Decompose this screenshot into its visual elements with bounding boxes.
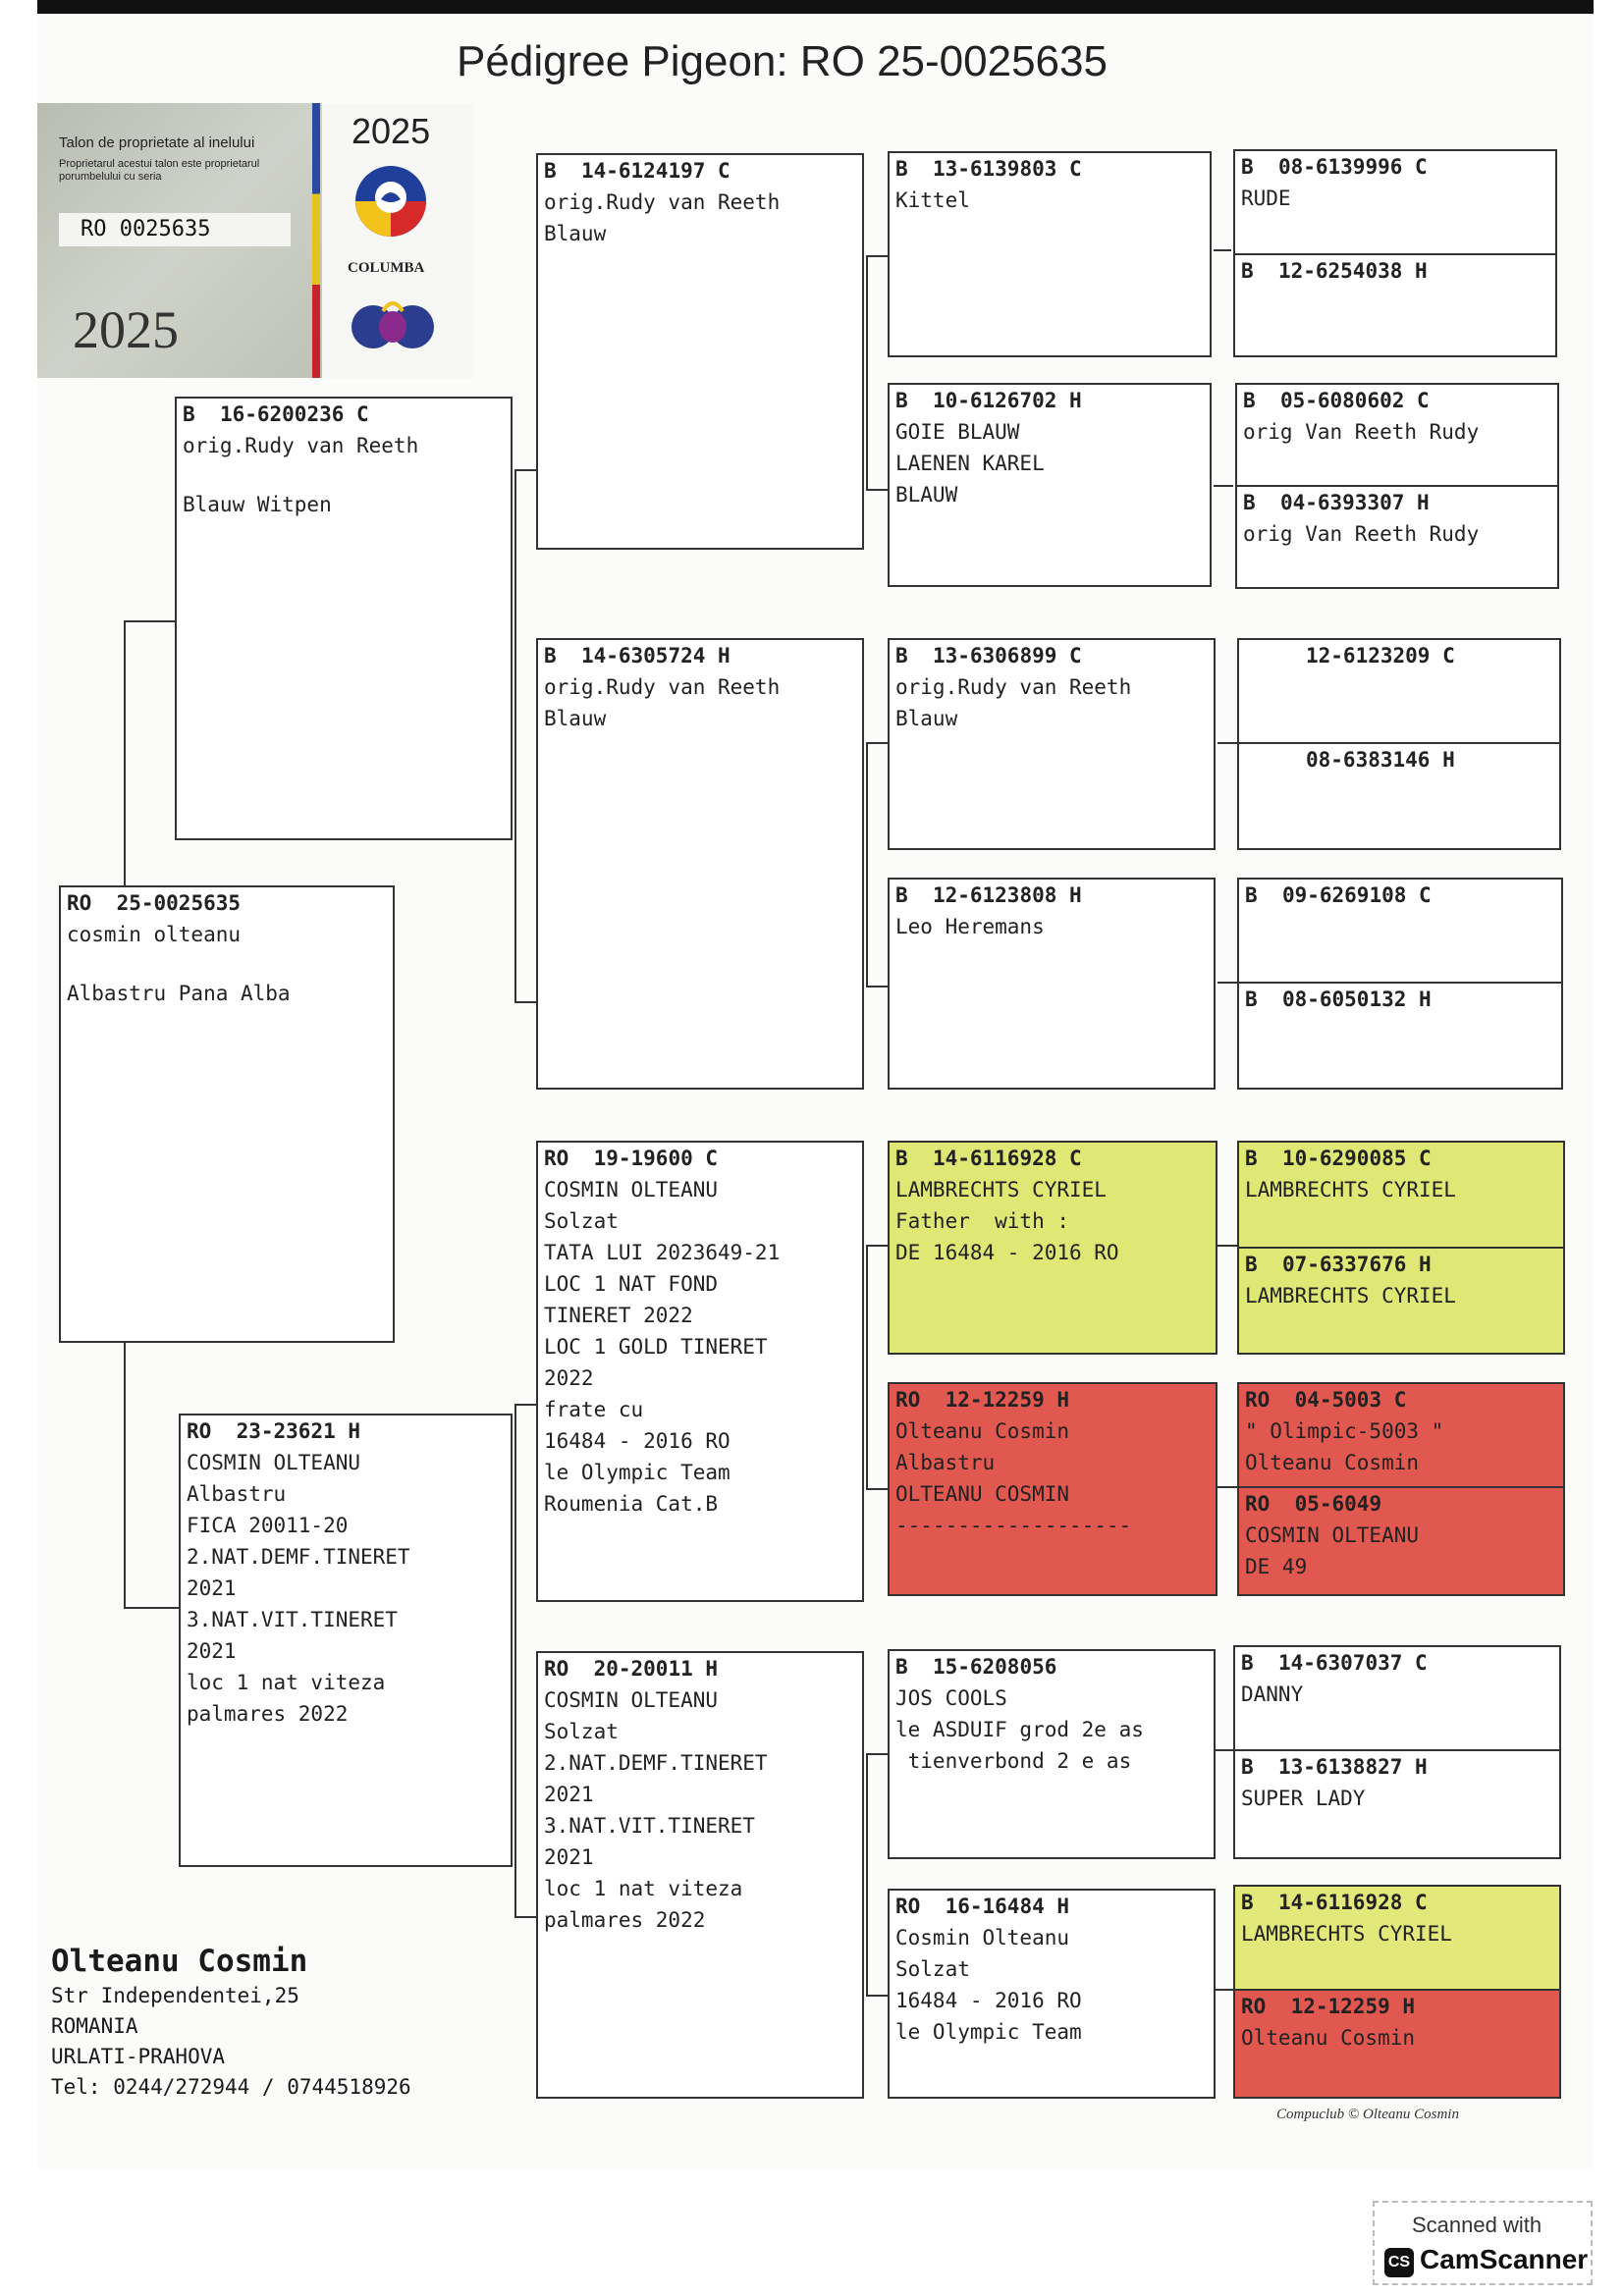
page-title: Pédigree Pigeon: RO 25-0025635 [457,37,1108,85]
pigeon-note: GOIE BLAUW [895,420,1020,444]
ancestor-pair-box [1237,638,1561,850]
ancestor-pair-box [1233,1885,1561,2099]
pigeon-note: FICA 20011-20 [187,1514,349,1537]
pigeon-note: Kittel [895,188,970,212]
pigeon-ring [1235,1647,1559,1679]
ring-number: 16-6200236 C [219,402,369,426]
pigeon-note: DANNY [1241,1682,1304,1706]
pigeon-note: TATA LUI 2023649-21 [544,1241,781,1264]
ring-number: 12-6123209 C [1306,644,1455,667]
pigeon-note: Albastru [895,1451,996,1474]
pigeon-note: ------------------- [895,1514,1132,1537]
pigeon-note: LAENEN KAREL [895,452,1045,475]
grandparent-box [536,1141,864,1602]
great-grandparent-box [888,1889,1216,2099]
pigeon-color: Albastru Pana Alba [67,982,291,1005]
pigeon-note: le ASDUIF grod 2e as [895,1718,1144,1741]
pigeon-note: COSMIN OLTEANU [1245,1523,1420,1547]
pigeon-note: 2.NAT.DEMF.TINERET [187,1545,410,1569]
breeder-address [51,1942,411,2103]
ring-number: 10-6126702 H [932,389,1082,412]
pigeon-ring [1239,984,1561,1015]
camscanner-logo-icon: CS [1384,2248,1414,2277]
pigeon-note: loc 1 nat viteza [544,1877,743,1900]
pigeon-ring [1239,744,1559,775]
ancestor-pair-box [1235,383,1559,589]
ring-number: 10-6290085 C [1281,1147,1432,1170]
ring-country: B [1243,491,1256,514]
pigeon-ring [890,880,1214,911]
ring-number: 13-6139803 C [932,157,1082,181]
pigeon-ring [1235,255,1555,287]
ring-country: RO [1245,1492,1271,1516]
breeder-phone: Tel: 0244/272944 / 0744518926 [51,2075,411,2099]
pigeon-note: DE 16484 - 2016 RO [895,1241,1119,1264]
ring-number: 23-23621 H [236,1419,361,1443]
ring-country: B [1241,1891,1254,1914]
ring-country: B [1245,988,1258,1011]
pigeon-note: Solzat [544,1720,619,1743]
pigeon-note: Roumenia Cat.B [544,1492,719,1516]
pigeon-note: Blauw [895,707,958,730]
ring-number: 14-6307037 C [1277,1651,1428,1675]
pigeon-ring [181,1415,511,1447]
pigeon-note: " Olimpic-5003 " [1245,1419,1444,1443]
pigeon-ring [1237,385,1557,416]
pigeon-note: 2021 [187,1576,237,1600]
pigeon-note: Olteanu Cosmin [1241,2026,1416,2050]
ring-number: 13-6138827 H [1277,1755,1428,1779]
ring-number: 08-6383146 H [1306,748,1455,772]
pigeon-note: 3.NAT.VIT.TINERET [544,1814,755,1838]
pigeon-note: frate cu [544,1398,644,1421]
pigeon-note: orig.Rudy van Reeth [544,190,781,214]
ancestor-pair-box [1237,1141,1565,1355]
connector-dam-parents [514,1404,538,1918]
ring-country: RO [1241,1995,1267,2018]
pigeon-note: loc 1 nat viteza [187,1671,386,1694]
ring-country: B [895,883,908,907]
pigeon-ring [1239,1143,1563,1174]
pigeon-note: SUPER LADY [1241,1787,1366,1810]
ring-number: 14-6116928 C [932,1147,1082,1170]
ring-country: B [1241,1651,1254,1675]
pigeon-note: 2021 [187,1639,237,1663]
scanned-with-label: Scanned with [1412,2213,1542,2237]
ring-country: RO [895,1895,921,1918]
pigeon-note: orig.Rudy van Reeth [895,675,1132,699]
pigeon-note: RUDE [1241,187,1291,210]
connector-tick [1217,1245,1237,1247]
pigeon-note: 2.NAT.DEMF.TINERET [544,1751,768,1775]
connector-tick [866,742,888,988]
pigeon-note: COSMIN OLTEANU [544,1178,719,1201]
ancestor-pair-box [1233,1645,1561,1859]
pigeon-note: Leo Heremans [895,915,1045,938]
ring-number: 20-20011 H [593,1657,719,1681]
pigeon-ring [1237,487,1557,518]
pigeon-note: 2021 [544,1783,594,1806]
pigeon-note: Blauw [544,707,607,730]
pigeon-note: Cosmin Olteanu [895,1926,1070,1949]
ring-country: B [183,402,195,426]
ring-country: B [544,644,557,667]
pigeon-note: Solzat [895,1957,970,1981]
connector-sire [124,620,177,889]
pigeon-note: palmares 2022 [544,1908,706,1932]
pigeon-ring [890,640,1214,671]
great-grandparent-box [888,1649,1216,1859]
pigeon-ring [890,1384,1216,1415]
great-grandparent-box [888,1382,1217,1596]
great-grandparent-box [888,638,1216,850]
connector-tick [1214,249,1231,251]
grandparent-box [536,153,864,550]
romanian-flag-stripe [312,103,320,378]
pigeon-note: LAMBRECHTS CYRIEL [1245,1284,1456,1308]
pigeon-ring [1235,1751,1559,1783]
ring-country: B [1241,1755,1254,1779]
ring-number: 05-6049 [1294,1492,1382,1516]
ring-number: 25-0025635 [116,891,242,915]
pigeon-ring [890,1651,1214,1682]
connector-sire-parents [514,469,538,1003]
pigeon-ring [1235,1887,1559,1918]
connector-dam [124,1342,181,1609]
pigeon-owner: cosmin olteanu [67,923,242,946]
sire-box [175,397,513,840]
great-grandparent-box [888,383,1212,587]
ring-country: RO [1245,1388,1271,1412]
camscanner-label: CamScanner [1420,2244,1589,2274]
pigeon-note: le Olympic Team [895,2020,1082,2044]
pigeon-note: Solzat [544,1209,619,1233]
pigeon-note: tienverbond 2 e as [895,1749,1132,1773]
ring-country: B [895,1655,908,1679]
pigeon-ring [538,1653,862,1684]
ring-country: B [544,159,557,183]
pigeon-ring [890,385,1210,416]
pigeon-note: COSMIN OLTEANU [544,1688,719,1712]
pigeon-ring [1235,151,1555,183]
pigeon-note: TINERET 2022 [544,1304,693,1327]
connector-tick [1214,485,1233,487]
pigeon-ring [1239,640,1559,671]
ring-number: 08-6139996 C [1277,155,1428,179]
pigeon-note: LOC 1 NAT FOND [544,1272,719,1296]
connector-tick [1217,982,1237,984]
pigeon-note: Olteanu Cosmin [1245,1451,1420,1474]
pigeon-ring [1239,880,1561,911]
ring-number: 04-6393307 H [1279,491,1430,514]
ancestor-pair-box [1233,149,1557,357]
federation-logo-icon [350,292,436,356]
ring-number: 04-5003 C [1294,1388,1407,1412]
pigeon-note: orig Van Reeth Rudy [1243,420,1480,444]
pigeon-note: Albastru [187,1482,287,1506]
pigeon-note: 16484 - 2016 RO [544,1429,730,1453]
ring-country: B [895,157,908,181]
ring-country: B [895,1147,908,1170]
pigeon-note: 16484 - 2016 RO [895,1989,1082,2012]
pigeon-note: 2021 [544,1845,594,1869]
ring-country: B [1245,1147,1258,1170]
dam-box [179,1414,513,1867]
pigeon-ring [1235,1991,1559,2022]
pigeon-ring [538,640,862,671]
ring-country: B [1245,1253,1258,1276]
pigeon-note: le Olympic Team [544,1461,730,1484]
connector-tick [1217,1486,1237,1488]
ring-country: RO [544,1657,569,1681]
ticket-heading: Talon de proprietate al inelului [59,134,255,151]
ancestor-pair-box [1237,1382,1565,1596]
ticket-year-watermark: 2025 [73,300,179,359]
pigeon-note: orig Van Reeth Rudy [1243,522,1480,546]
ring-country: B [895,389,908,412]
ring-country: RO [544,1147,569,1170]
great-grandparent-box [888,151,1212,357]
ring-number: 14-6116928 C [1277,1891,1428,1914]
ring-number: 14-6305724 H [580,644,730,667]
connector-tick [866,1753,888,1997]
pigeon-note: BLAUW [895,483,958,507]
ring-country: B [1243,389,1256,412]
pigeon-note: palmares 2022 [187,1702,349,1726]
great-grandparent-box [888,878,1216,1090]
ticket-year: 2025 [352,111,431,151]
scan-top-edge [37,0,1594,14]
ring-number: 09-6269108 C [1281,883,1432,907]
pigeon-note: JOS COOLS [895,1686,1007,1710]
ring-number: 19-19600 C [593,1147,719,1170]
pigeon-ring [538,1143,862,1174]
pigeon-note: 2022 [544,1366,594,1390]
ring-number: 12-6123808 H [932,883,1082,907]
pigeon-note: Father with : [895,1209,1070,1233]
pigeon-ring [890,153,1210,185]
ring-country: RO [895,1388,921,1412]
breeder-name: Olteanu Cosmin [51,1944,308,1979]
ticket-ring-number: RO 0025635 [59,213,291,246]
ticket-subtext: Proprietarul acestui talon este proprietarul porumbelului cu seria [59,158,260,183]
subject-pigeon-box [59,885,395,1343]
connector-tick [866,1245,888,1490]
ring-country: B [1241,259,1254,283]
ring-number: 14-6124197 C [580,159,730,183]
grandparent-box [536,1651,864,2099]
breeder-city: URLATI-PRAHOVA [51,2045,226,2068]
pigeon-note: LAMBRECHTS CYRIEL [1245,1178,1456,1201]
pigeon-ring [890,1891,1214,1922]
ring-number: 16-16484 H [945,1895,1070,1918]
pigeon-ring [890,1143,1216,1174]
pigeon-note: Blauw [544,222,607,245]
pigeon-ring [177,399,511,430]
ring-number: 05-6080602 C [1279,389,1430,412]
ring-number: 12-12259 H [1290,1995,1416,2018]
pigeon-note: COSMIN OLTEANU [187,1451,361,1474]
pigeon-note: orig.Rudy van Reeth [544,675,781,699]
great-grandparent-box [888,1141,1217,1355]
pigeon-note: LAMBRECHTS CYRIEL [895,1178,1107,1201]
grandparent-box [536,638,864,1090]
ring-country: B [895,644,908,667]
ring-country: RO [187,1419,212,1443]
ring-number: 13-6306899 C [932,644,1082,667]
ring-number: 12-12259 H [945,1388,1070,1412]
pigeon-note: LOC 1 GOLD TINERET [544,1335,768,1359]
software-credit: Compuclub © Olteanu Cosmin [1276,2107,1459,2122]
ring-country: RO [67,891,92,915]
pigeon-note: OLTEANU COSMIN [895,1482,1070,1506]
ring-number: 12-6254038 H [1277,259,1428,283]
pigeon-note: DE 49 [1245,1555,1308,1578]
connector-tick [1216,1749,1233,1751]
pigeon-color: Blauw Witpen [183,493,332,516]
pigeon-ring [1239,1488,1563,1520]
pigeon-ring [61,887,393,919]
pigeon-origin: orig.Rudy van Reeth [183,434,419,457]
connector-tick [1217,742,1237,744]
ring-country: B [1245,883,1258,907]
ring-number: 08-6050132 H [1281,988,1432,1011]
pigeon-note: LAMBRECHTS CYRIEL [1241,1922,1452,1946]
camscanner-watermark [1373,2201,1593,2285]
columba-label: COLUMBA [348,260,425,276]
ring-country: B [1241,155,1254,179]
ring-number: 15-6208056 [932,1655,1057,1679]
connector-tick [1216,1989,1233,1991]
pigeon-note: 3.NAT.VIT.TINERET [187,1608,398,1631]
ring-ownership-ticket [37,103,473,378]
connector-tick [866,255,888,491]
breeder-street: Str Independentei,25 [51,1984,299,2007]
ancestor-pair-box [1237,878,1563,1090]
pigeon-note: Olteanu Cosmin [895,1419,1070,1443]
breeder-country: ROMANIA [51,2014,138,2038]
pigeon-ring [538,155,862,187]
columba-emblem-icon [352,162,430,240]
pigeon-ring [1239,1384,1563,1415]
pigeon-ring [1239,1249,1563,1280]
ring-number: 07-6337676 H [1281,1253,1432,1276]
